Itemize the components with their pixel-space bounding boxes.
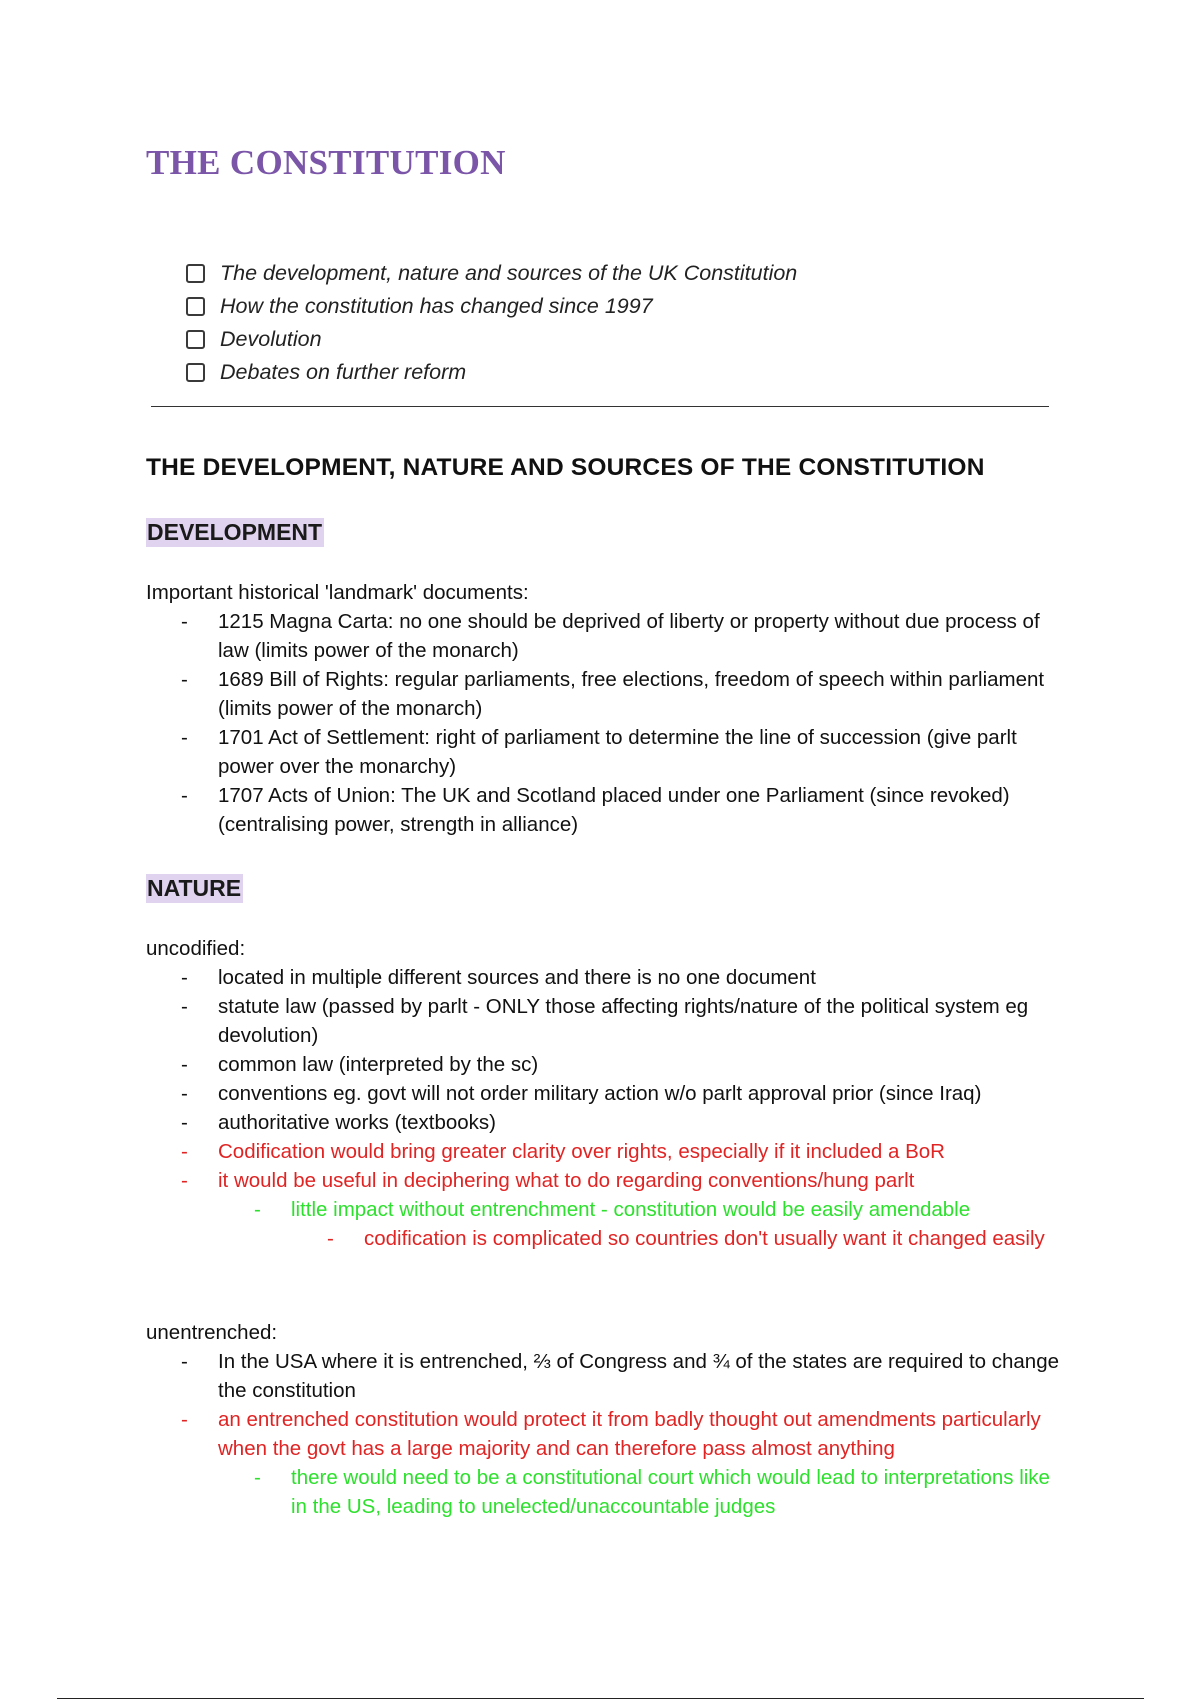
list-item: - 1707 Acts of Union: The UK and Scotland placed under one Parliament (since revoked) (centralising power, strength in alliance) [146, 781, 1066, 839]
checkbox[interactable] [186, 297, 205, 316]
checklist-label: Devolution [220, 327, 322, 351]
checklist-item[interactable] [186, 323, 797, 356]
counterpoint-item: - it would be useful in deciphering what to do regarding conventions/hung parlt [146, 1166, 1066, 1195]
page-title: THE CONSTITUTION [146, 143, 506, 182]
counterpoint-item: - Codification would bring greater clarity over rights, especially if it included a BoR [146, 1137, 1066, 1166]
counterpoint-item: - codification is complicated so countries don't usually want it changed easily [146, 1224, 1066, 1253]
checklist-label: How the constitution has changed since 1997 [220, 294, 653, 318]
list-item: - In the USA where it is entrenched, ⅔ of Congress and ¾ of the states are required to change the constitution [146, 1347, 1066, 1405]
unentrenched-label: unentrenched: [146, 1321, 278, 1344]
list-item: - authoritative works (textbooks) [146, 1108, 1066, 1137]
checkbox[interactable] [186, 264, 205, 283]
checkbox[interactable] [186, 363, 205, 382]
section-heading: THE DEVELOPMENT, NATURE AND SOURCES OF THE CONSTITUTION [146, 454, 985, 481]
checkbox[interactable] [186, 330, 205, 349]
checklist-label: Debates on further reform [220, 360, 467, 384]
page-bottom-divider [57, 1698, 1144, 1699]
unentrenched-section [146, 1318, 1066, 1521]
list-item: - 1701 Act of Settlement: right of parliament to determine the line of succession (give parlt power over the monarchy) [146, 723, 1066, 781]
nature-heading: NATURE [147, 875, 242, 901]
topic-checklist [186, 257, 797, 389]
rebuttal-item: - there would need to be a constitutional court which would lead to interpretations like in the US, leading to unelected/unaccountable judges [146, 1463, 1066, 1521]
list-item: - common law (interpreted by the sc) [146, 1050, 1066, 1079]
list-item: - located in multiple different sources and there is no one document [146, 963, 1066, 992]
checklist-label: The development, nature and sources of the UK Constitution [220, 261, 798, 285]
uncodified-list [146, 963, 1066, 1253]
unentrenched-list [146, 1347, 1066, 1521]
checklist-item[interactable] [186, 290, 797, 323]
development-intro: Important historical 'landmark' documents: [146, 581, 529, 604]
landmark-documents-list [146, 607, 1066, 839]
checklist-item[interactable] [186, 257, 797, 290]
uncodified-section [146, 934, 1066, 1253]
counterpoint-item: - an entrenched constitution would protect it from badly thought out amendments particularly when the govt has a large majority and can therefore pass almost anything [146, 1405, 1066, 1463]
list-item: - conventions eg. govt will not order military action w/o parlt approval prior (since Iraq) [146, 1079, 1066, 1108]
development-section [146, 578, 1066, 839]
uncodified-label: uncodified: [146, 937, 246, 960]
list-item: - 1689 Bill of Rights: regular parliaments, free elections, freedom of speech within parliament (limits power of the monarch) [146, 665, 1066, 723]
rebuttal-item: - little impact without entrenchment - constitution would be easily amendable [146, 1195, 1066, 1224]
development-heading: DEVELOPMENT [147, 519, 323, 545]
checklist-item[interactable] [186, 356, 797, 389]
list-item: - statute law (passed by parlt - ONLY those affecting rights/nature of the political system eg devolution) [146, 992, 1066, 1050]
list-item: - 1215 Magna Carta: no one should be deprived of liberty or property without due process of law (limits power of the monarch) [146, 607, 1066, 665]
horizontal-divider [151, 406, 1049, 407]
